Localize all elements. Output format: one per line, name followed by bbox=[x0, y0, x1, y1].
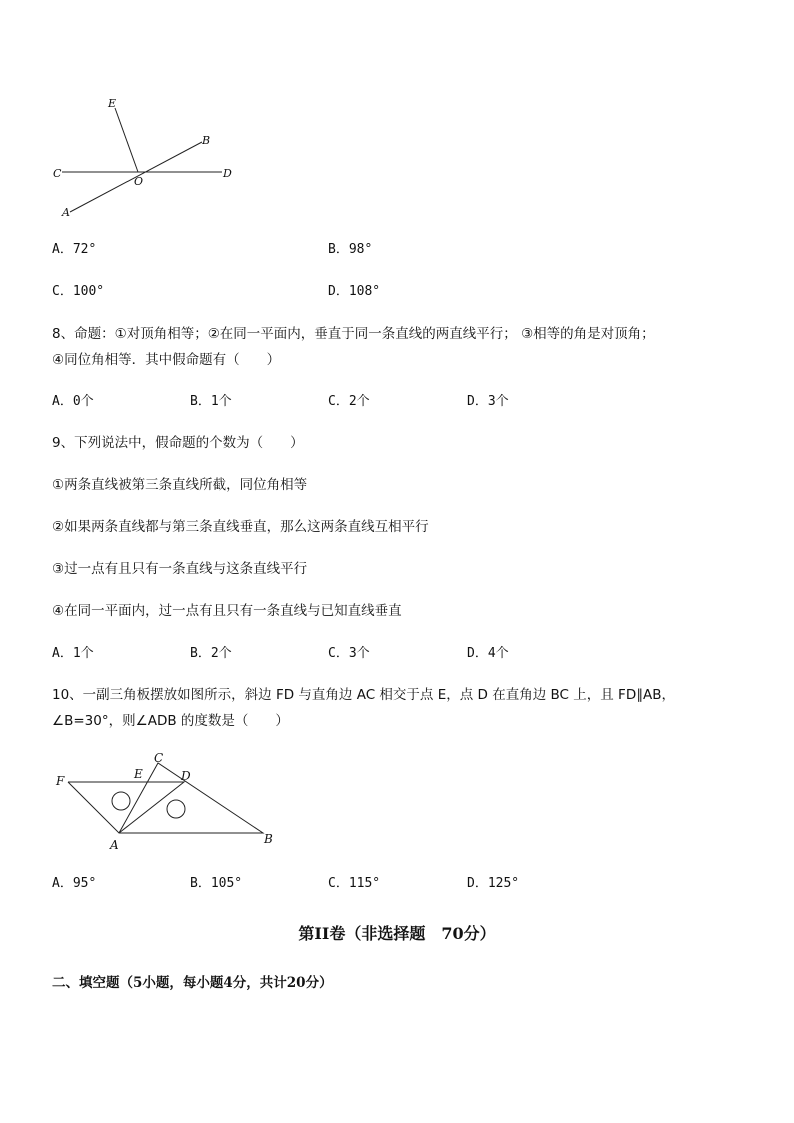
label-a: A bbox=[62, 206, 70, 219]
label-b: B bbox=[202, 134, 211, 147]
label-o: O bbox=[134, 175, 144, 188]
q7-option-a[interactable]: A．72° bbox=[52, 242, 97, 257]
q10-option-b[interactable]: B．105° bbox=[190, 876, 243, 891]
label-f: F bbox=[56, 774, 65, 788]
label-a: A bbox=[110, 838, 119, 852]
q10-option-c[interactable]: C．115° bbox=[328, 876, 381, 891]
section-subtitle: 二、填空题（5小题，每小题4分，共计20分） bbox=[52, 975, 333, 991]
q9-item-4: ④在同一平面内，过一点有且只有一条直线与已知直线垂直 bbox=[52, 603, 402, 619]
q8-option-b[interactable]: B．1个 bbox=[190, 394, 232, 409]
q9-item-1: ①两条直线被第三条直线所截，同位角相等 bbox=[52, 477, 308, 493]
q9-option-a[interactable]: A．1个 bbox=[52, 646, 94, 661]
q10-stem-line1: 10、一副三角板摆放如图所示，斜边 FD 与直角边 AC 相交于点 E，点 D 在直角边 BC 上，且 FD∥AB， bbox=[52, 687, 675, 703]
q7-option-d[interactable]: D．108° bbox=[328, 284, 381, 299]
q8-option-c[interactable]: C．2个 bbox=[328, 394, 370, 409]
q9-option-d[interactable]: D．4个 bbox=[467, 646, 509, 661]
q10-option-d[interactable]: D．125° bbox=[467, 876, 520, 891]
triangle-figure-q10 bbox=[50, 745, 290, 857]
q9-item-2: ②如果两条直线都与第三条直线垂直，那么这两条直线互相平行 bbox=[52, 519, 429, 535]
q7-option-b[interactable]: B．98° bbox=[328, 242, 373, 257]
q8-stem-line1: 8、命题：①对顶角相等；②在同一平面内，垂直于同一条直线的两直线平行； ③相等的角是对顶角； bbox=[52, 326, 655, 342]
label-e: E bbox=[108, 97, 117, 110]
q9-stem: 9、下列说法中，假命题的个数为（ ） bbox=[52, 435, 304, 451]
q8-option-d[interactable]: D．3个 bbox=[467, 394, 509, 409]
label-d: D bbox=[181, 769, 191, 783]
q10-option-a[interactable]: A．95° bbox=[52, 876, 97, 891]
q7-option-c[interactable]: C．100° bbox=[52, 284, 105, 299]
label-e: E bbox=[134, 767, 143, 781]
q9-item-3: ③过一点有且只有一条直线与这条直线平行 bbox=[52, 561, 308, 577]
label-b: B bbox=[264, 832, 273, 846]
q10-stem-line2: ∠B=30°，则∠ADB 的度数是（ ） bbox=[52, 713, 289, 729]
q9-option-b[interactable]: B．2个 bbox=[190, 646, 232, 661]
label-d: D bbox=[223, 167, 232, 180]
section-title: 第II卷（非选择题 70分） bbox=[298, 924, 496, 943]
q8-stem-line2: ④同位角相等．其中假命题有（ ） bbox=[52, 352, 281, 368]
angle-figure-q7 bbox=[50, 92, 250, 222]
q8-option-a[interactable]: A．0个 bbox=[52, 394, 94, 409]
label-c: C bbox=[53, 167, 62, 180]
q9-option-c[interactable]: C．3个 bbox=[328, 646, 370, 661]
label-c: C bbox=[154, 751, 164, 765]
